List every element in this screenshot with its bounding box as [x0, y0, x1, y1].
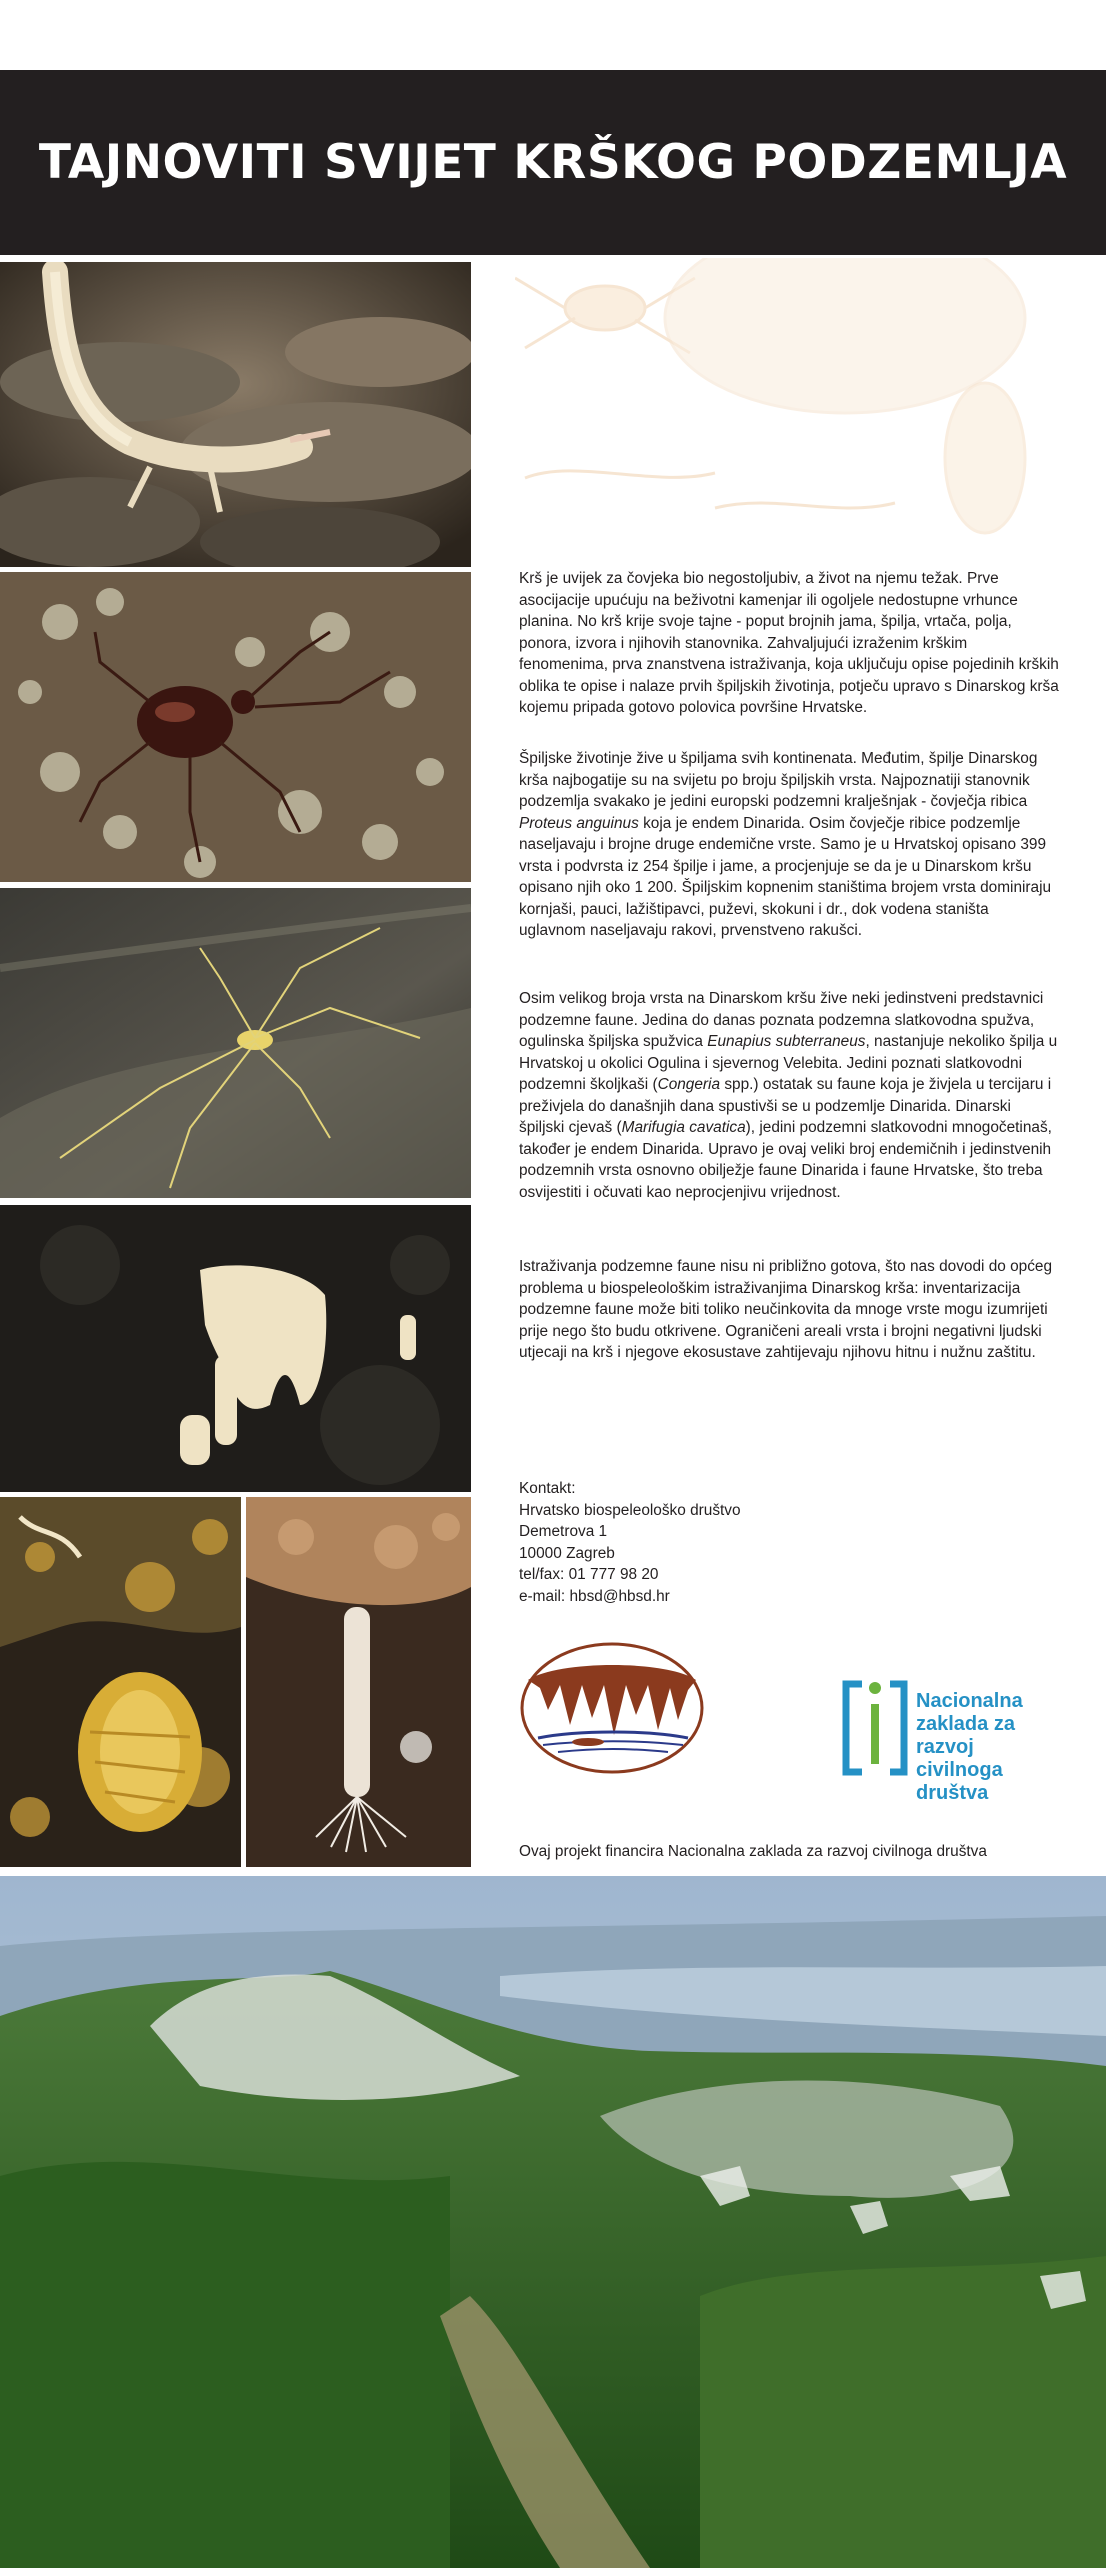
- title-banner: [0, 70, 1106, 255]
- cave-fauna-sketch: [515, 258, 1035, 568]
- species-eunapius: Eunapius subterraneus: [707, 1033, 866, 1050]
- contact-block: [519, 1478, 819, 1607]
- nacionalna-zaklada-text: [916, 1690, 1023, 1805]
- contact-phone: tel/fax: 01 777 98 20: [519, 1566, 659, 1583]
- contact-email: e-mail: hbsd@hbsd.hr: [519, 1587, 670, 1605]
- page-title: TAJNOVITI SVIJET KRŠKOG PODZEMLJA: [38, 135, 1068, 190]
- paragraph-2: [519, 748, 1059, 942]
- nz-line-2: zaklada za: [916, 1713, 1015, 1735]
- hbsd-logo: [518, 1640, 706, 1775]
- paragraph-2-text-b: koja je endem Dinarida. Osim čovječje ribice podzemlje naseljavaju i brojne druge endemične vrste. Samo je u Hrvatskoj opisano 399 vrsta i podvrsta iz 254 špilje i jame, a procjenjuje se da je u Dinarskom kršu opisano njih oko 1 200. Špiljskim kopnenim staništima brojem vrsta dominiraju kornjaši, pauci, lažištipavci, puževi, skokuni i dr., dok vodena staništa uglavnom naseljavaju rakovi, prvenstveno rakušci.: [519, 814, 1052, 939]
- paragraph-3-text-b: , nastanjuje nekoliko špilja u Hrvatskoj u okolici Ogulina i sjevernog Velebita. Jedini poznati slatkovodni podzemni školjkaši (: [519, 1033, 1058, 1093]
- contact-org: Hrvatsko biospeleološko društvo: [519, 1501, 741, 1519]
- paragraph-3: [519, 988, 1059, 1203]
- paragraph-3-text-d: ), jedini podzemni slatkovodni mnogočetinaš, također je endem Dinarida. Upravo je ovaj veliki broj endemičnih i jedinstvenih podzemnih vrsta osnovno obilježje faune Dinarida i faune Hrvatske, što treba osvijestiti i očuvati kao neprocjenjivu vrijednost.: [519, 1119, 1052, 1201]
- paragraph-3-text-c: spp.) ostatak su faune koja je živjela u tercijaru i preživjela do današnjih dana spustivši se u podzemlje Dinarida. Dinarski špiljski cjevaš (: [519, 1076, 1052, 1136]
- nz-line-5: društva: [916, 1782, 989, 1804]
- species-marifugia: Marifugia cavatica: [621, 1119, 746, 1136]
- paragraph-4: Istraživanja podzemne faune nisu ni približno gotova, što nas dovodi do općeg problema u biospeleološkim istraživanjima Dinarskog krša: inventarizacija podzemne faune može biti toliko neučinkovita da mnoge vrste mogu izumrijeti prije nego što budu otkrivene. Ograničeni areali vrsta i brojni negativni ljudski utjecaji na krš i njegove ekosustave zahtijevaju njihovu hitnu i nužnu zaštitu.: [519, 1258, 1053, 1361]
- nz-line-4: civilnoga: [916, 1759, 1003, 1781]
- photo-harvestman: [0, 888, 471, 1198]
- nz-line-3: razvoj: [916, 1736, 974, 1758]
- contact-street: Demetrova 1: [519, 1523, 608, 1540]
- bracket-icon: [840, 1672, 910, 1782]
- nz-line-1: Nacionalna: [916, 1690, 1023, 1712]
- paragraph-1: Krš je uvijek za čovjeka bio negostoljubiv, a život na njemu težak. Prve asocijacije upućuju na beživotni kamenjar ili ogoljele nedostupne vrhunce planina. No krš krije svoje tajne - poput brojnih jama, špilja, vrtača, polja, ponora, izvora i njihovih stanovnika. Zahvaljujući izraženim krškim fenomenima, prva znanstvena istraživanja, koja uključuju opise pojedinih krških oblika te opise i nalaze prvih špiljskih životinja, potječu upravo s Dinarskog krša kojemu pripada gotovo polovica površine Hrvatske.: [519, 570, 1059, 716]
- photo-cave-beetle: [0, 572, 471, 882]
- contact-city: 10000 Zagreb: [519, 1544, 615, 1562]
- species-proteus: Proteus anguinus: [519, 814, 639, 832]
- species-congeria: Congeria: [657, 1076, 721, 1093]
- paragraph-2-text-a: Špiljske životinje žive u špiljama svih kontinenata. Međutim, špilje Dinarskog krša najbogatije su na svijetu po broju špiljskih vrsta. Najpoznatiji stanovnik podzemlja svakako je jedini europski podzemni kralješnjak - čovječja ribica: [519, 750, 1038, 810]
- photo-congeria-shell: [0, 1497, 241, 1867]
- funding-note: Ovaj projekt financira Nacionalna zaklada za razvoj civilnoga društva: [519, 1843, 987, 1860]
- nacionalna-zaklada-logo: [840, 1672, 1040, 1817]
- photo-cave-sponge: [0, 1205, 471, 1492]
- paragraph-3-text-a: Osim velikog broja vrsta na Dinarskom kršu žive neki jedinstveni predstavnici podzemne faune. Jedina do danas poznata podzemna slatkovodna spužva, ogulinska špiljska spužvica: [519, 990, 1044, 1050]
- photo-karst-landscape: [0, 1876, 1106, 2568]
- contact-heading: Kontakt:: [519, 1480, 576, 1497]
- photo-tubeworm: [246, 1497, 471, 1867]
- photo-olm: [0, 262, 471, 567]
